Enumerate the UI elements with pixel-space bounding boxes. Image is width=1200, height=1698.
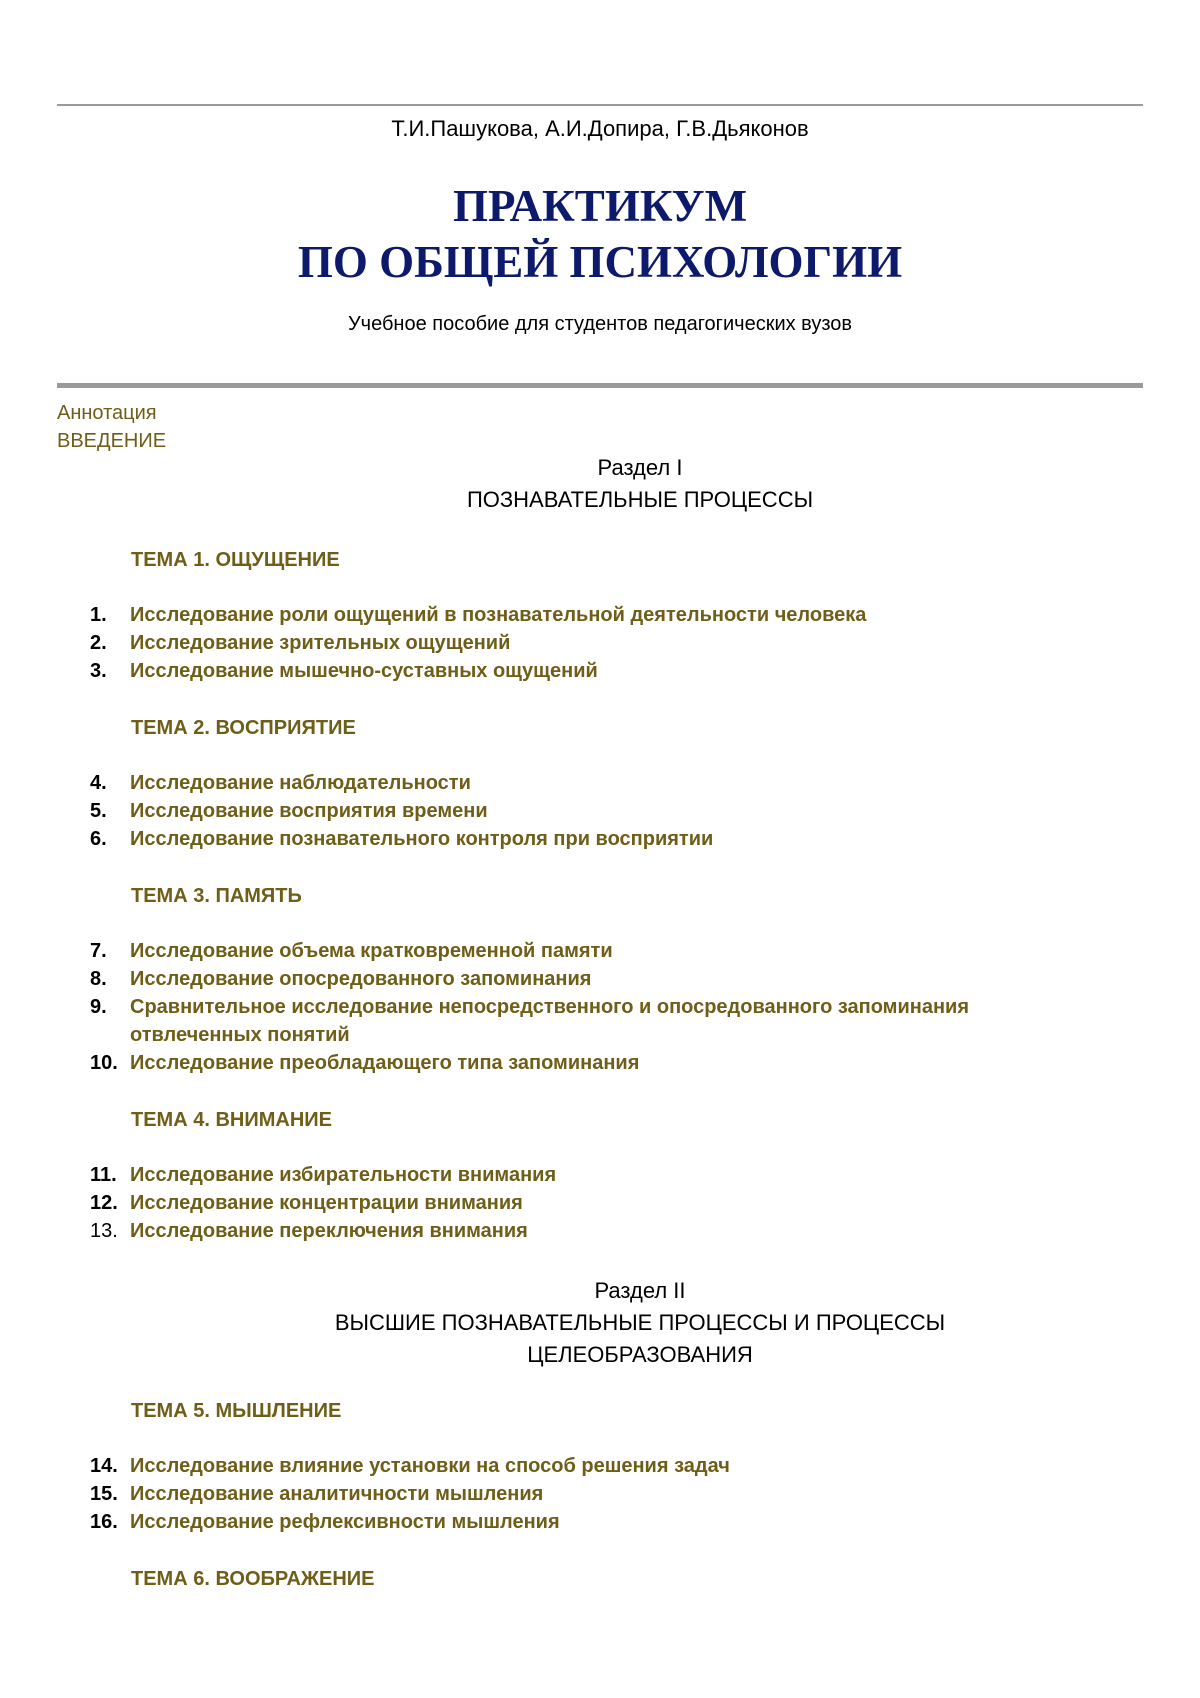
item-link[interactable]: Исследование мышечно-суставных ощущений xyxy=(130,660,598,682)
item-link[interactable]: Исследование аналитичности мышления xyxy=(130,1483,544,1505)
list-item[interactable] xyxy=(90,657,598,685)
item-link[interactable]: Исследование рефлексивности мышления xyxy=(130,1511,560,1533)
topic-1-link[interactable]: ТЕМА 1. ОЩУЩЕНИЕ xyxy=(131,549,340,571)
list-item[interactable] xyxy=(90,965,591,993)
list-item[interactable] xyxy=(90,601,866,629)
section-2-heading xyxy=(0,1275,1200,1371)
item-link[interactable]: Исследование опосредованного запоминания xyxy=(130,968,592,990)
item-number: 6. xyxy=(90,828,107,850)
item-link[interactable]: Исследование наблюдательности xyxy=(130,772,471,794)
topic-5-link[interactable]: ТЕМА 5. МЫШЛЕНИЕ xyxy=(131,1400,342,1422)
item-number: 9. xyxy=(90,996,107,1018)
item-link[interactable]: Исследование влияние установки на способ решения задач xyxy=(130,1455,730,1477)
item-number: 10. xyxy=(90,1052,118,1074)
list-item[interactable] xyxy=(90,1049,639,1077)
item-number: 14. xyxy=(90,1455,118,1477)
section-2-label: Раздел II xyxy=(594,1278,686,1303)
section-2-title-line-2: ЦЕЛЕОБРАЗОВАНИЯ xyxy=(527,1342,753,1367)
item-number: 7. xyxy=(90,940,107,962)
topic-3-link[interactable]: ТЕМА 3. ПАМЯТЬ xyxy=(131,885,302,907)
list-item[interactable] xyxy=(90,1452,730,1480)
list-item[interactable] xyxy=(90,825,713,853)
item-number: 1. xyxy=(90,604,107,626)
item-link[interactable]: Исследование восприятия времени xyxy=(130,800,488,822)
topic-6-link[interactable]: ТЕМА 6. ВООБРАЖЕНИЕ xyxy=(131,1568,375,1590)
item-number: 5. xyxy=(90,800,107,822)
subtitle: Учебное пособие для студентов педагогических вузов xyxy=(347,313,853,335)
front-matter-links xyxy=(57,399,166,455)
list-item[interactable] xyxy=(90,1161,556,1189)
item-link[interactable]: Исследование познавательного контроля при восприятии xyxy=(130,828,714,850)
item-link[interactable]: Исследование концентрации внимания xyxy=(130,1192,523,1214)
section-1-heading xyxy=(0,452,1200,516)
item-number: 15. xyxy=(90,1483,118,1505)
item-number: 2. xyxy=(90,632,107,654)
item-number: 16. xyxy=(90,1511,118,1533)
topic-2-link[interactable]: ТЕМА 2. ВОСПРИЯТИЕ xyxy=(131,717,356,739)
section-2-title-line-1: ВЫСШИЕ ПОЗНАВАТЕЛЬНЫЕ ПРОЦЕССЫ И ПРОЦЕССЫ xyxy=(334,1310,946,1335)
item-link[interactable]: Сравнительное исследование непосредственного и опосредованного запоминания отвлеченных понятий xyxy=(130,996,970,1046)
list-item[interactable] xyxy=(90,629,510,657)
item-link[interactable]: Исследование роли ощущений в познавательной деятельности человека xyxy=(130,604,867,626)
authors: Т.И.Пашукова, А.И.Допира, Г.В.Дьяконов xyxy=(391,116,809,141)
top-divider xyxy=(57,104,1143,106)
title-line-2: ПО ОБЩЕЙ ПСИХОЛОГИИ xyxy=(297,237,903,287)
list-item[interactable] xyxy=(90,1508,560,1536)
item-number: 8. xyxy=(90,968,107,990)
item-number: 12. xyxy=(90,1192,118,1214)
title-line-1: ПРАКТИКУМ xyxy=(452,181,748,231)
annotation-link[interactable]: Аннотация xyxy=(57,402,157,424)
item-number: 13. xyxy=(90,1220,118,1242)
introduction-link[interactable]: ВВЕДЕНИЕ xyxy=(57,430,167,452)
item-link[interactable]: Исследование избирательности внимания xyxy=(130,1164,557,1186)
list-item[interactable] xyxy=(90,1217,528,1245)
item-link[interactable]: Исследование преобладающего типа запоминания xyxy=(130,1052,640,1074)
section-1-title: ПОЗНАВАТЕЛЬНЫЕ ПРОЦЕССЫ xyxy=(466,487,814,512)
list-item[interactable] xyxy=(90,1189,523,1217)
list-item[interactable] xyxy=(90,797,488,825)
item-link[interactable]: Исследование объема кратковременной памяти xyxy=(130,940,613,962)
item-link[interactable]: Исследование зрительных ощущений xyxy=(130,632,511,654)
item-number: 3. xyxy=(90,660,107,682)
section-1-label: Раздел I xyxy=(597,455,683,480)
list-item[interactable] xyxy=(90,993,1010,1049)
item-number: 4. xyxy=(90,772,107,794)
item-link[interactable]: Исследование переключения внимания xyxy=(130,1220,528,1242)
topic-4-link[interactable]: ТЕМА 4. ВНИМАНИЕ xyxy=(131,1109,332,1131)
list-item[interactable] xyxy=(90,769,471,797)
list-item[interactable] xyxy=(90,937,613,965)
mid-divider xyxy=(57,383,1143,388)
list-item[interactable] xyxy=(90,1480,543,1508)
item-number: 11. xyxy=(90,1164,117,1186)
book-title xyxy=(0,178,1200,290)
